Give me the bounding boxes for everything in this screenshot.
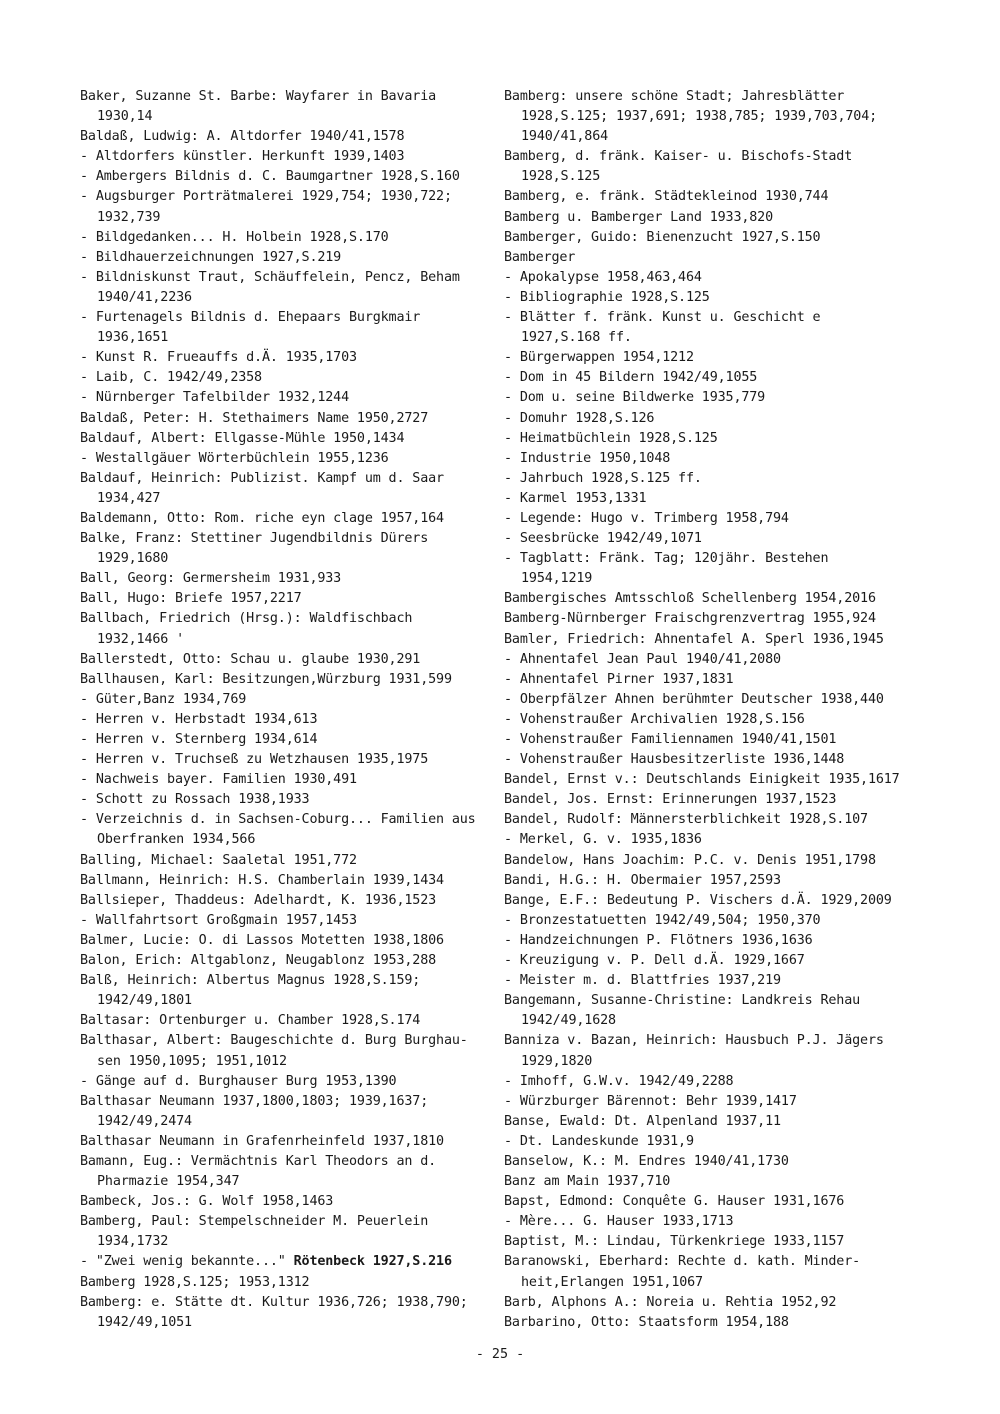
entry-text: 1942/49,2474 — [97, 1113, 192, 1129]
entry-text: Bandel, Jos. Ernst: Erinnerungen 1937,1523 — [504, 792, 837, 808]
entry-text: Bamberg: e. Stätte dt. Kultur 1936,726; 1938,790; — [80, 1294, 468, 1310]
entry-text: - Bildhauerzeichnungen 1927,S.219 — [80, 249, 342, 265]
index-entry — [80, 690, 490, 710]
index-entry — [80, 388, 490, 408]
entry-text: Balthasar, Albert: Baugeschichte d. Burg Burghau- — [80, 1033, 468, 1049]
entry-text: Ball, Hugo: Briefe 1957,2217 — [80, 591, 302, 607]
index-entry — [504, 1132, 914, 1152]
index-entry — [504, 911, 914, 931]
index-entry-continuation — [80, 1172, 490, 1192]
index-entry — [504, 1313, 914, 1333]
entry-text: Balmer, Lucie: O. di Lassos Motetten 1938,1806 — [80, 932, 444, 948]
index-entry — [504, 187, 914, 207]
entry-text: Baltasar: Ortenburger u. Chamber 1928,S.174 — [80, 1013, 421, 1029]
entry-text: - Imhoff, G.W.v. 1942/49,2288 — [504, 1073, 734, 1089]
entry-text: Baldaß, Ludwig: A. Altdorfer 1940/41,1578 — [80, 129, 405, 145]
entry-text: 1936,1651 — [97, 330, 169, 346]
entry-text: 1930,14 — [97, 109, 153, 125]
index-entry — [80, 1072, 490, 1092]
index-entry — [80, 569, 490, 589]
entry-text: 1942/49,1628 — [521, 1013, 616, 1029]
index-entry-continuation — [504, 107, 914, 127]
index-entry — [504, 549, 914, 569]
entry-text: Bange, E.F.: Bedeutung P. Vischers d.Ä. 1929,2009 — [504, 892, 892, 908]
entry-text: 1928,S.125; 1937,691; 1938,785; 1939,703,704; — [521, 109, 878, 125]
index-entry — [504, 509, 914, 529]
index-entry — [504, 650, 914, 670]
entry-text: 1932,1466 ' — [97, 631, 185, 647]
entry-text: Baldemann, Otto: Rom. riche eyn clage 1957,164 — [80, 510, 444, 526]
entry-text: Ballerstedt, Otto: Schau u. glaube 1930,291 — [80, 651, 421, 667]
entry-text: - Güter,Banz 1934,769 — [80, 691, 247, 707]
index-entry — [80, 409, 490, 429]
entry-text: Bamberg, e. fränk. Städtekleinod 1930,744 — [504, 189, 829, 205]
index-entry — [80, 750, 490, 770]
entry-text: Barb, Alphons A.: Noreia u. Rehtia 1952,92 — [504, 1294, 837, 1310]
index-entry — [80, 589, 490, 609]
index-entry — [504, 971, 914, 991]
entry-text: Ballmann, Heinrich: H.S. Chamberlain 1939,1434 — [80, 872, 444, 888]
index-entry — [504, 1112, 914, 1132]
entry-text: 1927,S.168 ff. — [521, 330, 632, 346]
index-entry — [504, 750, 914, 770]
index-entry — [504, 1072, 914, 1092]
index-entry — [504, 1092, 914, 1112]
index-entry — [80, 449, 490, 469]
entry-text: Baldaß, Peter: H. Stethaimers Name 1950,2727 — [80, 410, 429, 426]
index-entry — [504, 951, 914, 971]
index-entry — [504, 348, 914, 368]
index-entry — [504, 147, 914, 167]
entry-text: - Apokalypse 1958,463,464 — [504, 269, 702, 285]
entry-text: Balke, Franz: Stettiner Jugendbildnis Dürers — [80, 531, 429, 547]
entry-text: Bamberg, d. fränk. Kaiser- u. Bischofs-Stadt — [504, 149, 853, 165]
index-entry — [80, 971, 490, 991]
entry-text: Barbarino, Otto: Staatsform 1954,188 — [504, 1314, 789, 1330]
entry-text: - Dt. Landeskunde 1931,9 — [504, 1133, 694, 1149]
entry-text: - Gänge auf d. Burghauser Burg 1953,1390 — [80, 1073, 397, 1089]
index-entry — [504, 409, 914, 429]
index-entry — [80, 1031, 490, 1051]
entry-text: Banz am Main 1937,710 — [504, 1174, 671, 1190]
entry-text: Baranowski, Eberhard: Rechte d. kath. Minder- — [504, 1254, 861, 1270]
index-entry — [504, 449, 914, 469]
index-entry — [504, 429, 914, 449]
index-entry — [80, 509, 490, 529]
index-entry — [504, 690, 914, 710]
index-entry — [80, 1011, 490, 1031]
entry-text: - Seesbrücke 1942/49,1071 — [504, 531, 702, 547]
index-entry — [504, 790, 914, 810]
entry-text: - Vohenstraußer Archivalien 1928,S.156 — [504, 711, 805, 727]
index-entry — [504, 469, 914, 489]
entry-text: Bamler, Friedrich: Ahnentafel A. Sperl 1936,1945 — [504, 631, 884, 647]
index-entry — [80, 670, 490, 690]
entry-text: 1942/49,1801 — [97, 993, 192, 1009]
entry-text: sen 1950,1095; 1951,1012 — [97, 1053, 287, 1069]
index-entry — [80, 187, 490, 207]
entry-text: Bamann, Eug.: Vermächtnis Karl Theodors an d. — [80, 1153, 437, 1169]
index-entry — [80, 469, 490, 489]
entry-text: - Meister m. d. Blattfries 1937,219 — [504, 973, 781, 989]
entry-text: Bamberg, Paul: Stempelschneider M. Peuerlein — [80, 1214, 429, 1230]
index-entry — [80, 1252, 490, 1272]
entry-text: 1929,1680 — [97, 551, 169, 567]
index-entry — [504, 830, 914, 850]
entry-text: Baldauf, Albert: Ellgasse-Mühle 1950,1434 — [80, 430, 405, 446]
index-entry — [80, 268, 490, 288]
entry-text: - Altdorfers künstler. Herkunft 1939,1403 — [80, 149, 405, 165]
index-entry-continuation — [504, 1011, 914, 1031]
entry-text: Bamberger, Guido: Bienenzucht 1927,S.150 — [504, 229, 821, 245]
index-entry-continuation — [80, 630, 490, 650]
entry-text: Bamberg u. Bamberger Land 1933,820 — [504, 209, 774, 225]
index-entry-continuation — [80, 1052, 490, 1072]
index-entry-continuation — [80, 288, 490, 308]
entry-text: Bandelow, Hans Joachim: P.C. v. Denis 1951,1798 — [504, 852, 876, 868]
entry-text: Bamberg-Nürnberger Fraischgrenzvertrag 1955,924 — [504, 611, 876, 627]
entry-text: Bandi, H.G.: H. Obermaier 1957,2593 — [504, 872, 781, 888]
entry-text: Banniza v. Bazan, Heinrich: Hausbuch P.J. Jägers — [504, 1033, 884, 1049]
index-entry — [504, 308, 914, 328]
index-entry — [504, 1232, 914, 1252]
entry-text: - Legende: Hugo v. Trimberg 1958,794 — [504, 510, 789, 526]
entry-text: - Augsburger Porträtmalerei 1929,754; 1930,722; — [80, 189, 452, 205]
index-entry — [80, 228, 490, 248]
entry-text: Bambergisches Amtsschloß Schellenberg 1954,2016 — [504, 591, 876, 607]
entry-text: Pharmazie 1954,347 — [97, 1174, 240, 1190]
index-entry — [80, 951, 490, 971]
index-entry — [504, 1212, 914, 1232]
entry-text: Baptist, M.: Lindau, Türkenkriege 1933,1157 — [504, 1234, 845, 1250]
index-entry-continuation — [80, 208, 490, 228]
index-entry-continuation — [504, 167, 914, 187]
index-entry — [80, 1092, 490, 1112]
entry-text: Bamberg 1928,S.125; 1953,1312 — [80, 1274, 310, 1290]
index-entry — [80, 851, 490, 871]
index-entry — [80, 127, 490, 147]
entry-text: Ballbach, Friedrich (Hrsg.): Waldfischbach — [80, 611, 413, 627]
index-entry — [504, 810, 914, 830]
index-entry — [504, 851, 914, 871]
index-entry — [504, 1192, 914, 1212]
index-entry — [504, 268, 914, 288]
index-entry — [504, 388, 914, 408]
entry-text: - Bürgerwappen 1954,1212 — [504, 350, 694, 366]
entry-text: - Industrie 1950,1048 — [504, 450, 671, 466]
entry-text: 1954,1219 — [521, 571, 593, 587]
entry-text: Bamberger — [504, 249, 576, 265]
index-entry — [80, 308, 490, 328]
index-entry — [80, 770, 490, 790]
entry-text: Banse, Ewald: Dt. Alpenland 1937,11 — [504, 1113, 781, 1129]
entry-text: - Dom u. seine Bildwerke 1935,779 — [504, 390, 766, 406]
index-entry-continuation — [80, 991, 490, 1011]
entry-text: - Bildgedanken... H. Holbein 1928,S.170 — [80, 229, 389, 245]
entry-text: - Verzeichnis d. in Sachsen-Coburg... Familien aus — [80, 812, 476, 828]
entry-text: - Kunst R. Frueauffs d.Ä. 1935,1703 — [80, 350, 357, 366]
entry-text: - Herren v. Herbstadt 1934,613 — [80, 711, 318, 727]
index-entry — [504, 891, 914, 911]
right-column — [504, 87, 914, 1333]
entry-text: - Kreuzigung v. P. Dell d.Ä. 1929,1667 — [504, 953, 805, 969]
entry-text: Balß, Heinrich: Albertus Magnus 1928,S.159; — [80, 973, 421, 989]
entry-text: - Schott zu Rossach 1938,1933 — [80, 792, 310, 808]
entry-text: Bangemann, Susanne-Christine: Landkreis Rehau — [504, 993, 861, 1009]
index-entry — [80, 529, 490, 549]
entry-text: - Mère... G. Hauser 1933,1713 — [504, 1214, 734, 1230]
entry-bold-text: Rötenbeck 1927,S.216 — [293, 1254, 452, 1270]
index-entry — [80, 891, 490, 911]
index-entry — [80, 931, 490, 951]
entry-text: Bamberg: unsere schöne Stadt; Jahresblätter — [504, 89, 845, 104]
index-entry — [504, 288, 914, 308]
index-entry — [80, 710, 490, 730]
entry-text: Bambeck, Jos.: G. Wolf 1958,1463 — [80, 1194, 334, 1210]
entry-text: Bandel, Rudolf: Männersterblichkeit 1928,S.107 — [504, 812, 868, 828]
entry-text: - Ahnentafel Jean Paul 1940/41,2080 — [504, 651, 781, 667]
index-entry — [80, 1192, 490, 1212]
index-entry-continuation — [80, 1232, 490, 1252]
index-entry — [80, 248, 490, 268]
entry-text: Baldauf, Heinrich: Publizist. Kampf um d. Saar — [80, 470, 444, 486]
entry-text: - Nürnberger Tafelbilder 1932,1244 — [80, 390, 350, 406]
index-entry — [504, 529, 914, 549]
index-entry — [80, 429, 490, 449]
entry-text: heit,Erlangen 1951,1067 — [521, 1274, 703, 1290]
index-entry — [504, 609, 914, 629]
entry-text: - Herren v. Sternberg 1934,614 — [80, 732, 318, 747]
index-entry — [504, 208, 914, 228]
index-entry — [80, 1273, 490, 1293]
index-entry — [504, 1293, 914, 1313]
index-entry — [504, 228, 914, 248]
entry-text: - Tagblatt: Fränk. Tag; 120jähr. Bestehen — [504, 551, 829, 567]
index-entry — [80, 348, 490, 368]
index-entry-continuation — [504, 1273, 914, 1293]
index-entry — [80, 1212, 490, 1232]
index-entry-continuation — [80, 549, 490, 569]
entry-text: 1934,1732 — [97, 1234, 169, 1250]
index-entry — [80, 911, 490, 931]
index-entry-continuation — [504, 569, 914, 589]
index-entry — [504, 710, 914, 730]
entry-text: 1932,739 — [97, 209, 161, 225]
entry-text: Balthasar Neumann 1937,1800,1803; 1939,1637; — [80, 1093, 429, 1109]
entry-text: - Laib, C. 1942/49,2358 — [80, 370, 262, 386]
entry-text: - Bildniskunst Traut, Schäuffelein, Pencz, Beham — [80, 269, 460, 285]
entry-text: - Merkel, G. v. 1935,1836 — [504, 832, 702, 848]
entry-text: - Bibliographie 1928,S.125 — [504, 289, 710, 305]
entry-text: Ballsieper, Thaddeus: Adelhardt, K. 1936,1523 — [80, 892, 437, 908]
index-entry — [80, 650, 490, 670]
entry-text: Bapst, Edmond: Conquête G. Hauser 1931,1676 — [504, 1194, 845, 1210]
index-entry — [504, 991, 914, 1011]
index-entry-continuation — [80, 328, 490, 348]
index-entry — [504, 489, 914, 509]
entry-text: - Ambergers Bildnis d. C. Baumgartner 1928,S.160 — [80, 169, 460, 185]
index-entry — [80, 147, 490, 167]
index-entry-continuation — [504, 1052, 914, 1072]
index-entry-continuation — [80, 1313, 490, 1333]
entry-text: Balon, Erich: Altgablonz, Neugablonz 1953,288 — [80, 953, 437, 969]
index-entry — [504, 87, 914, 107]
index-entry — [504, 630, 914, 650]
index-entry — [80, 167, 490, 187]
index-entry-continuation — [80, 489, 490, 509]
index-entry — [504, 670, 914, 690]
index-entry — [504, 589, 914, 609]
entry-text: 1940/41,864 — [521, 129, 609, 145]
entry-text: - Heimatbüchlein 1928,S.125 — [504, 430, 718, 446]
entry-text: 1934,427 — [97, 490, 161, 506]
entry-text: 1928,S.125 — [521, 169, 601, 185]
entry-text: - Vohenstraußer Familiennamen 1940/41,1501 — [504, 732, 837, 747]
entry-text: Ballhausen, Karl: Besitzungen,Würzburg 1931,599 — [80, 671, 452, 687]
index-entry — [80, 730, 490, 750]
entry-text: - Vohenstraußer Hausbesitzerliste 1936,1448 — [504, 752, 845, 768]
entry-text: Oberfranken 1934,566 — [97, 832, 256, 848]
entry-text: - Handzeichnungen P. Flötners 1936,1636 — [504, 932, 813, 948]
index-entry — [80, 609, 490, 629]
entry-text: - Ahnentafel Pirner 1937,1831 — [504, 671, 734, 687]
entry-text: - Furtenagels Bildnis d. Ehepaars Burgkmair — [80, 310, 421, 326]
entry-text: - Dom in 45 Bildern 1942/49,1055 — [504, 370, 758, 386]
entry-text: Bandel, Ernst v.: Deutschlands Einigkeit 1935,1617 — [504, 772, 900, 788]
index-entry — [80, 368, 490, 388]
index-entry — [504, 1252, 914, 1272]
entry-text: - Westallgäuer Wörterbüchlein 1955,1236 — [80, 450, 389, 466]
entry-text: - Nachweis bayer. Familien 1930,491 — [80, 772, 357, 788]
index-entry — [504, 1152, 914, 1172]
entry-text: - Blätter f. fränk. Kunst u. Geschicht e — [504, 310, 821, 326]
entry-text: - Wallfahrtsort Großgmain 1957,1453 — [80, 912, 357, 928]
entry-text: - Oberpfälzer Ahnen berühmter Deutscher 1938,440 — [504, 691, 884, 707]
index-entry — [504, 1031, 914, 1051]
entry-text: Balling, Michael: Saaletal 1951,772 — [80, 852, 357, 868]
page-number: - 25 - — [475, 1347, 525, 1362]
index-entry — [504, 248, 914, 268]
index-entry — [504, 871, 914, 891]
entry-text: Balthasar Neumann in Grafenrheinfeld 1937,1810 — [80, 1133, 444, 1149]
entry-text: 1942/49,1051 — [97, 1314, 192, 1330]
index-entry-continuation — [504, 127, 914, 147]
index-entry — [80, 1152, 490, 1172]
index-entry-continuation — [80, 107, 490, 127]
index-entry — [80, 810, 490, 830]
index-entry — [504, 1172, 914, 1192]
index-entry — [80, 1293, 490, 1313]
entry-text: - Jahrbuch 1928,S.125 ff. — [504, 470, 702, 486]
entry-text: Banselow, K.: M. Endres 1940/41,1730 — [504, 1153, 789, 1169]
index-entry — [504, 931, 914, 951]
entry-text: - "Zwei wenig bekannte..." — [80, 1254, 294, 1270]
left-column — [80, 87, 490, 1333]
entry-text: - Karmel 1953,1331 — [504, 490, 647, 506]
index-entry-continuation — [504, 328, 914, 348]
entry-text: 1940/41,2236 — [97, 289, 192, 305]
entry-text: Ball, Georg: Germersheim 1931,933 — [80, 571, 342, 587]
entry-text: - Domuhr 1928,S.126 — [504, 410, 655, 426]
index-entry — [80, 871, 490, 891]
index-entry — [504, 368, 914, 388]
index-entry — [80, 790, 490, 810]
index-entry-continuation — [80, 830, 490, 850]
index-entry-continuation — [80, 1112, 490, 1132]
entry-text: - Würzburger Bärennot: Behr 1939,1417 — [504, 1093, 797, 1109]
entry-text: 1929,1820 — [521, 1053, 593, 1069]
index-entry — [504, 730, 914, 750]
entry-text: Baker, Suzanne St. Barbe: Wayfarer in Bavaria — [80, 89, 437, 104]
index-entry — [504, 770, 914, 790]
entry-text: - Bronzestatuetten 1942/49,504; 1950,370 — [504, 912, 821, 928]
entry-text: - Herren v. Truchseß zu Wetzhausen 1935,1975 — [80, 752, 429, 768]
index-entry — [80, 87, 490, 107]
index-entry — [80, 1132, 490, 1152]
